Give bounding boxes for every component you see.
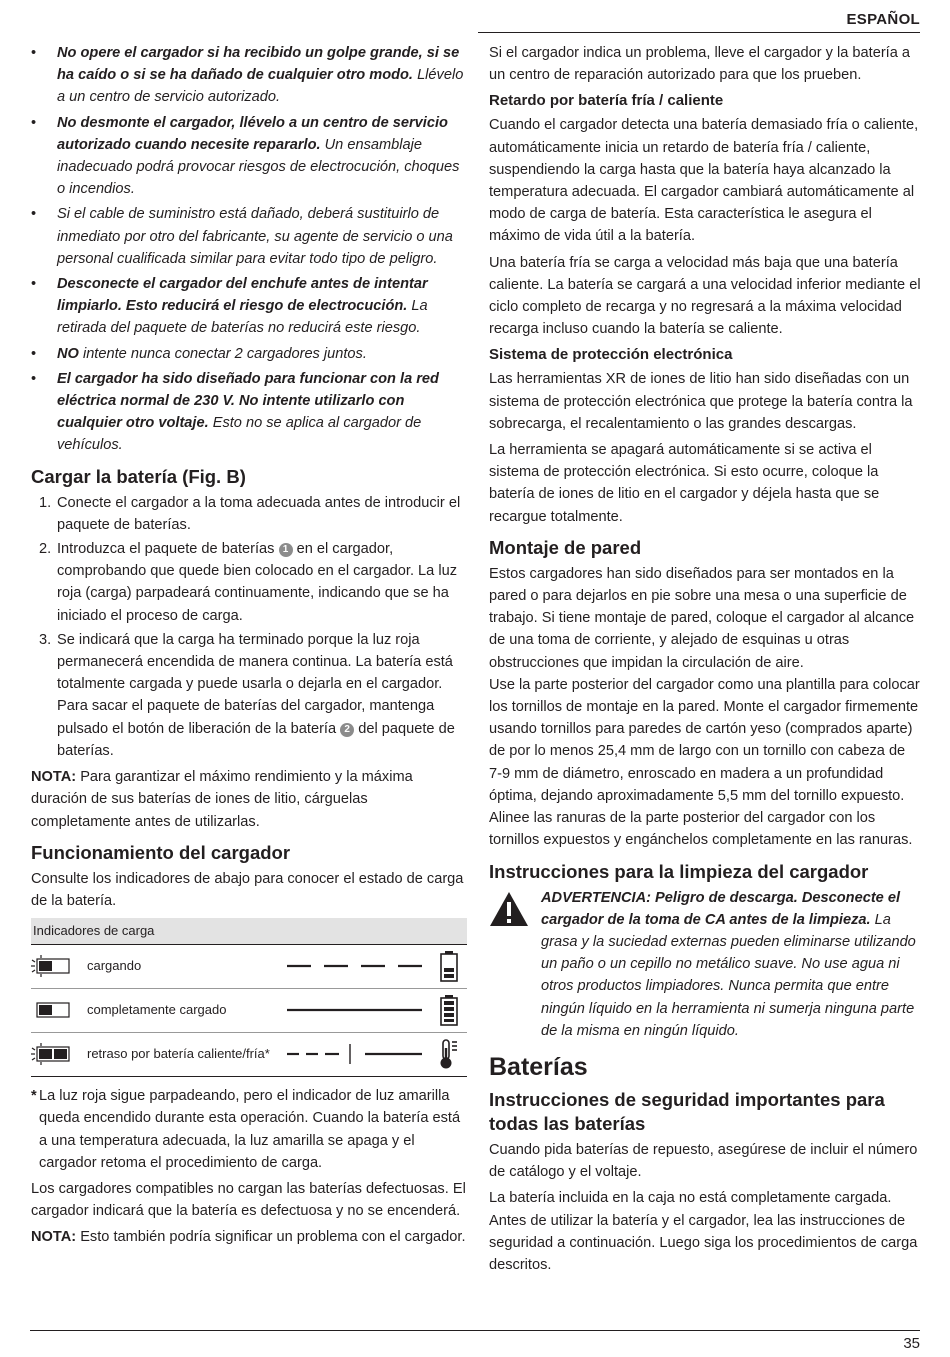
- bullet-text: Llévelo a un centro de servicio autorizado.: [57, 67, 464, 106]
- right-column: [489, 42, 921, 1280]
- note-label: NOTA:: [31, 769, 77, 786]
- bullet-text: Un ensamblaje inadecuado podrá provocar riesgos de electrocución, choques o incendios.: [57, 136, 460, 198]
- indicator-label: cargando: [87, 958, 142, 974]
- note-paragraph: [31, 1226, 467, 1248]
- list-item: [31, 629, 467, 762]
- delay-section-title: Retardo por batería fría / caliente: [489, 92, 724, 110]
- warning-block: [489, 887, 921, 1042]
- bullet-text: Si el cable de suministro está dañado, deberá sustituirlo de inmediato por otro del fabricante, su agente de servicio o una personal cualificada similar para evitar todo tipo de peligro.: [57, 206, 453, 267]
- step-number: 2.: [39, 541, 52, 558]
- bullet-text: La retirada del paquete de baterías no reducirá este riesgo.: [57, 298, 428, 337]
- step-text: Introduzca el paquete de baterías: [57, 541, 275, 558]
- list-item: [31, 538, 467, 627]
- list-item: [31, 42, 467, 109]
- figure-ref-badge: 1: [279, 543, 293, 557]
- list-item: [31, 343, 467, 365]
- step-text: del paquete de baterías.: [57, 720, 455, 759]
- step-number: 3.: [39, 631, 52, 648]
- step-text: Se indicará que la carga ha terminado porque la luz roja permanecerá encendida de manera continua. La batería está totalmente cargada y puede usarla o dejarla en el cargador. Para sacar el paquete de baterías del cargador, mantenga pulsado el botón de liberación de la batería: [57, 631, 453, 737]
- warning-text: La grasa y la suciedad externas pueden eliminarse utilizando un paño o un cepillo no metálico suave. No use agua ni otros productos limpiadores. Nunca permita que entre ningún líquido en la herramienta ni sumerja ninguna parte de la misma en ningún líquido.: [541, 911, 916, 1039]
- note-text: Para garantizar el máximo rendimiento y la máxima duración de sus baterías de iones de litio, cárguelas completamente antes de utilizarlas.: [31, 769, 413, 830]
- battery-full-icon: [439, 994, 459, 1026]
- led-solid-red-icon: [31, 999, 75, 1021]
- bullet-bold-text: Desconecte el cargador del enchufe antes de intentar limpiarlo. Esto reducirá el riesgo de electrocución.: [57, 276, 428, 315]
- header-rule: [478, 32, 920, 33]
- delay-paragraph: Cuando el cargador detecta una batería demasiado fría o caliente, automáticamente inicia un retardo de batería fría / caliente, suspendiendo la carga hasta que la batería haya alcanzado la temperatura adecuada. El cargador cambiará automáticamente al modo de carga de batería. Esta característica le asegura el máximo de vida útil a la batería.: [489, 117, 919, 245]
- bullet-bold-text: No opere el cargador si ha recibido un golpe grande, si se ha caído o si se ha dañado de cualquier otro modo.: [57, 45, 460, 84]
- footnote-paragraph: [31, 1085, 467, 1174]
- led-blinking-red-yellow-icon: [31, 1043, 75, 1065]
- note-text: Esto también podría significar un problema con el cargador.: [80, 1229, 466, 1246]
- list-item: [31, 368, 467, 457]
- note-paragraph: [31, 766, 467, 833]
- thermometer-icon: [439, 1038, 459, 1070]
- table-row: [31, 945, 467, 989]
- bullet-bold-text: No desmonte el cargador, llévelo a un centro de servicio autorizado cuando necesite repararlo.: [57, 114, 448, 153]
- step-text: en el cargador, comprobando que quede bien colocado en el cargador. La luz roja (carga) parpadeará continuamente, indicando que se ha iniciado el proceso de carga.: [57, 541, 458, 624]
- wall-section-title: Montaje de pared: [489, 536, 642, 558]
- safety-section-title: Instrucciones de seguridad importantes para todas las baterías: [489, 1088, 885, 1134]
- table-row: [31, 989, 467, 1033]
- bullet-bold-text: NO: [57, 345, 79, 362]
- battery-charging-icon: [439, 950, 459, 982]
- language-label: ESPAÑOL: [846, 11, 920, 28]
- charge-indicators-table: [31, 918, 467, 1077]
- dashed-line-icon: [287, 955, 423, 977]
- indicators-table-header: Indicadores de carga: [31, 918, 467, 945]
- wall-paragraph: Use la parte posterior del cargador como una plantilla para colocar los tornillos de montaje en la pared. Monte el cargador firmemente usando tornillos para paredes de cartón yeso (comprados aparte) de por lo menos 25,4 mm de largo con un tornillo con cabeza de 7-9 mm de diámetro, enroscado en madera a un profundidad óptima, dejando aproximadamente 5,5 mm del tornillo expuesto. Alinee las ranuras de la parte posterior del cargador con los tornillos expuestos y engánchelos completamente en las ranuras.: [489, 676, 920, 849]
- intro-paragraph: Si el cargador indica un problema, lleve el cargador y la batería a un centro de reparación autorizado para que los prueben.: [489, 45, 911, 84]
- note-label: NOTA:: [31, 1229, 77, 1246]
- warning-bold-text: ADVERTENCIA: Peligro de descarga. Desconecte el cargador de la toma de CA antes de la limpieza.: [541, 889, 901, 928]
- charge-steps-list: [31, 492, 467, 762]
- operation-paragraph: Consulte los indicadores de abajo para conocer el estado de carga de la batería.: [31, 870, 464, 909]
- operation-section-title: Funcionamiento del cargador: [31, 841, 291, 863]
- delay-paragraph: Una batería fría se carga a velocidad más baja que una batería caliente. La batería se cargará a una velocidad inferior mediante el ciclo completo de recarga y no regresará a la máxima velocidad recarga incluso cuando la batería se caliente.: [489, 254, 921, 338]
- safety-paragraph: Cuando pida baterías de repuesto, asegúrese de incluir el número de catálogo y el voltaje.: [489, 1141, 918, 1181]
- dashed-solid-line-icon: [287, 1043, 423, 1065]
- footnote-marker: *: [31, 1088, 37, 1105]
- list-item: [31, 112, 467, 201]
- safety-paragraph: La batería incluida en la caja no está completamente cargada. Antes de utilizar la batería y el cargador, lea las instrucciones de seguridad a continuación. Luego siga los procedimientos de carga descritos.: [489, 1190, 918, 1273]
- step-text: Conecte el cargador a la toma adecuada antes de introducir el paquete de baterías.: [57, 494, 461, 533]
- list-item: [31, 273, 467, 340]
- wall-paragraph: Estos cargadores han sido diseñados para ser montados en la pared o para dejarlos en pie sobre una mesa o una superficie de trabajo. Si tiene montaje de pared, coloque el cargador al alcance de una toma de corriente, y alejado de esquinas u otras obstrucciones que impidan la circulación de aire.: [489, 565, 915, 671]
- indicator-label: completamente cargado: [87, 1002, 227, 1018]
- compat-paragraph: Los cargadores compatibles no cargan las baterías defectuosas. El cargador indicará que la batería es defectuosa y no se encenderá.: [31, 1180, 466, 1220]
- table-row: [31, 1033, 467, 1077]
- safety-bullet-list: [31, 42, 467, 457]
- cleaning-section-title: Instrucciones para la limpieza del cargador: [489, 860, 869, 882]
- list-item: [31, 203, 467, 270]
- page-number: 35: [903, 1335, 920, 1352]
- batteries-section-title: Baterías: [489, 1052, 588, 1081]
- step-number: 1.: [39, 494, 52, 511]
- warning-paragraph: [541, 887, 921, 1042]
- protection-section-title: Sistema de protección electrónica: [489, 346, 733, 364]
- bullet-text: intente nunca conectar 2 cargadores juntos.: [82, 345, 367, 362]
- warning-triangle-icon: [489, 891, 529, 927]
- protection-paragraph: La herramienta se apagará automáticamente si se activa el sistema de protección electrónica. Si esto ocurre, coloque la batería de iones de litio en el cargador y déjela hasta que se recargue totalmente.: [489, 442, 880, 525]
- indicator-label: retraso por batería caliente/fría*: [87, 1046, 270, 1062]
- footnote-text: La luz roja sigue parpadeando, pero el indicador de luz amarilla queda encendido durante esta operación. Cuando la batería está a una temperatura adecuada, la luz amarilla se apaga y el cargador retoma el procedimiento de carga.: [39, 1088, 461, 1171]
- bullet-bold-text: El cargador ha sido diseñado para funcionar con la red eléctrica normal de 230 V. No intente utilizarlo con cualquier otro voltaje.: [57, 370, 439, 432]
- list-item: [31, 492, 467, 536]
- led-blinking-red-icon: [31, 955, 75, 977]
- left-column: [31, 42, 467, 1253]
- figure-ref-badge: 2: [340, 723, 354, 737]
- solid-line-icon: [287, 999, 423, 1021]
- protection-paragraph: Las herramientas XR de iones de litio han sido diseñadas con un sistema de protección electrónica que protege la batería contra la sobrecarga, el recalentamiento o las grandes descargas.: [489, 371, 913, 432]
- charge-section-title: Cargar la batería (Fig. B): [31, 465, 246, 487]
- bullet-text: Esto no se aplica al cargador de vehículos.: [57, 415, 422, 454]
- footer-rule: [30, 1330, 920, 1331]
